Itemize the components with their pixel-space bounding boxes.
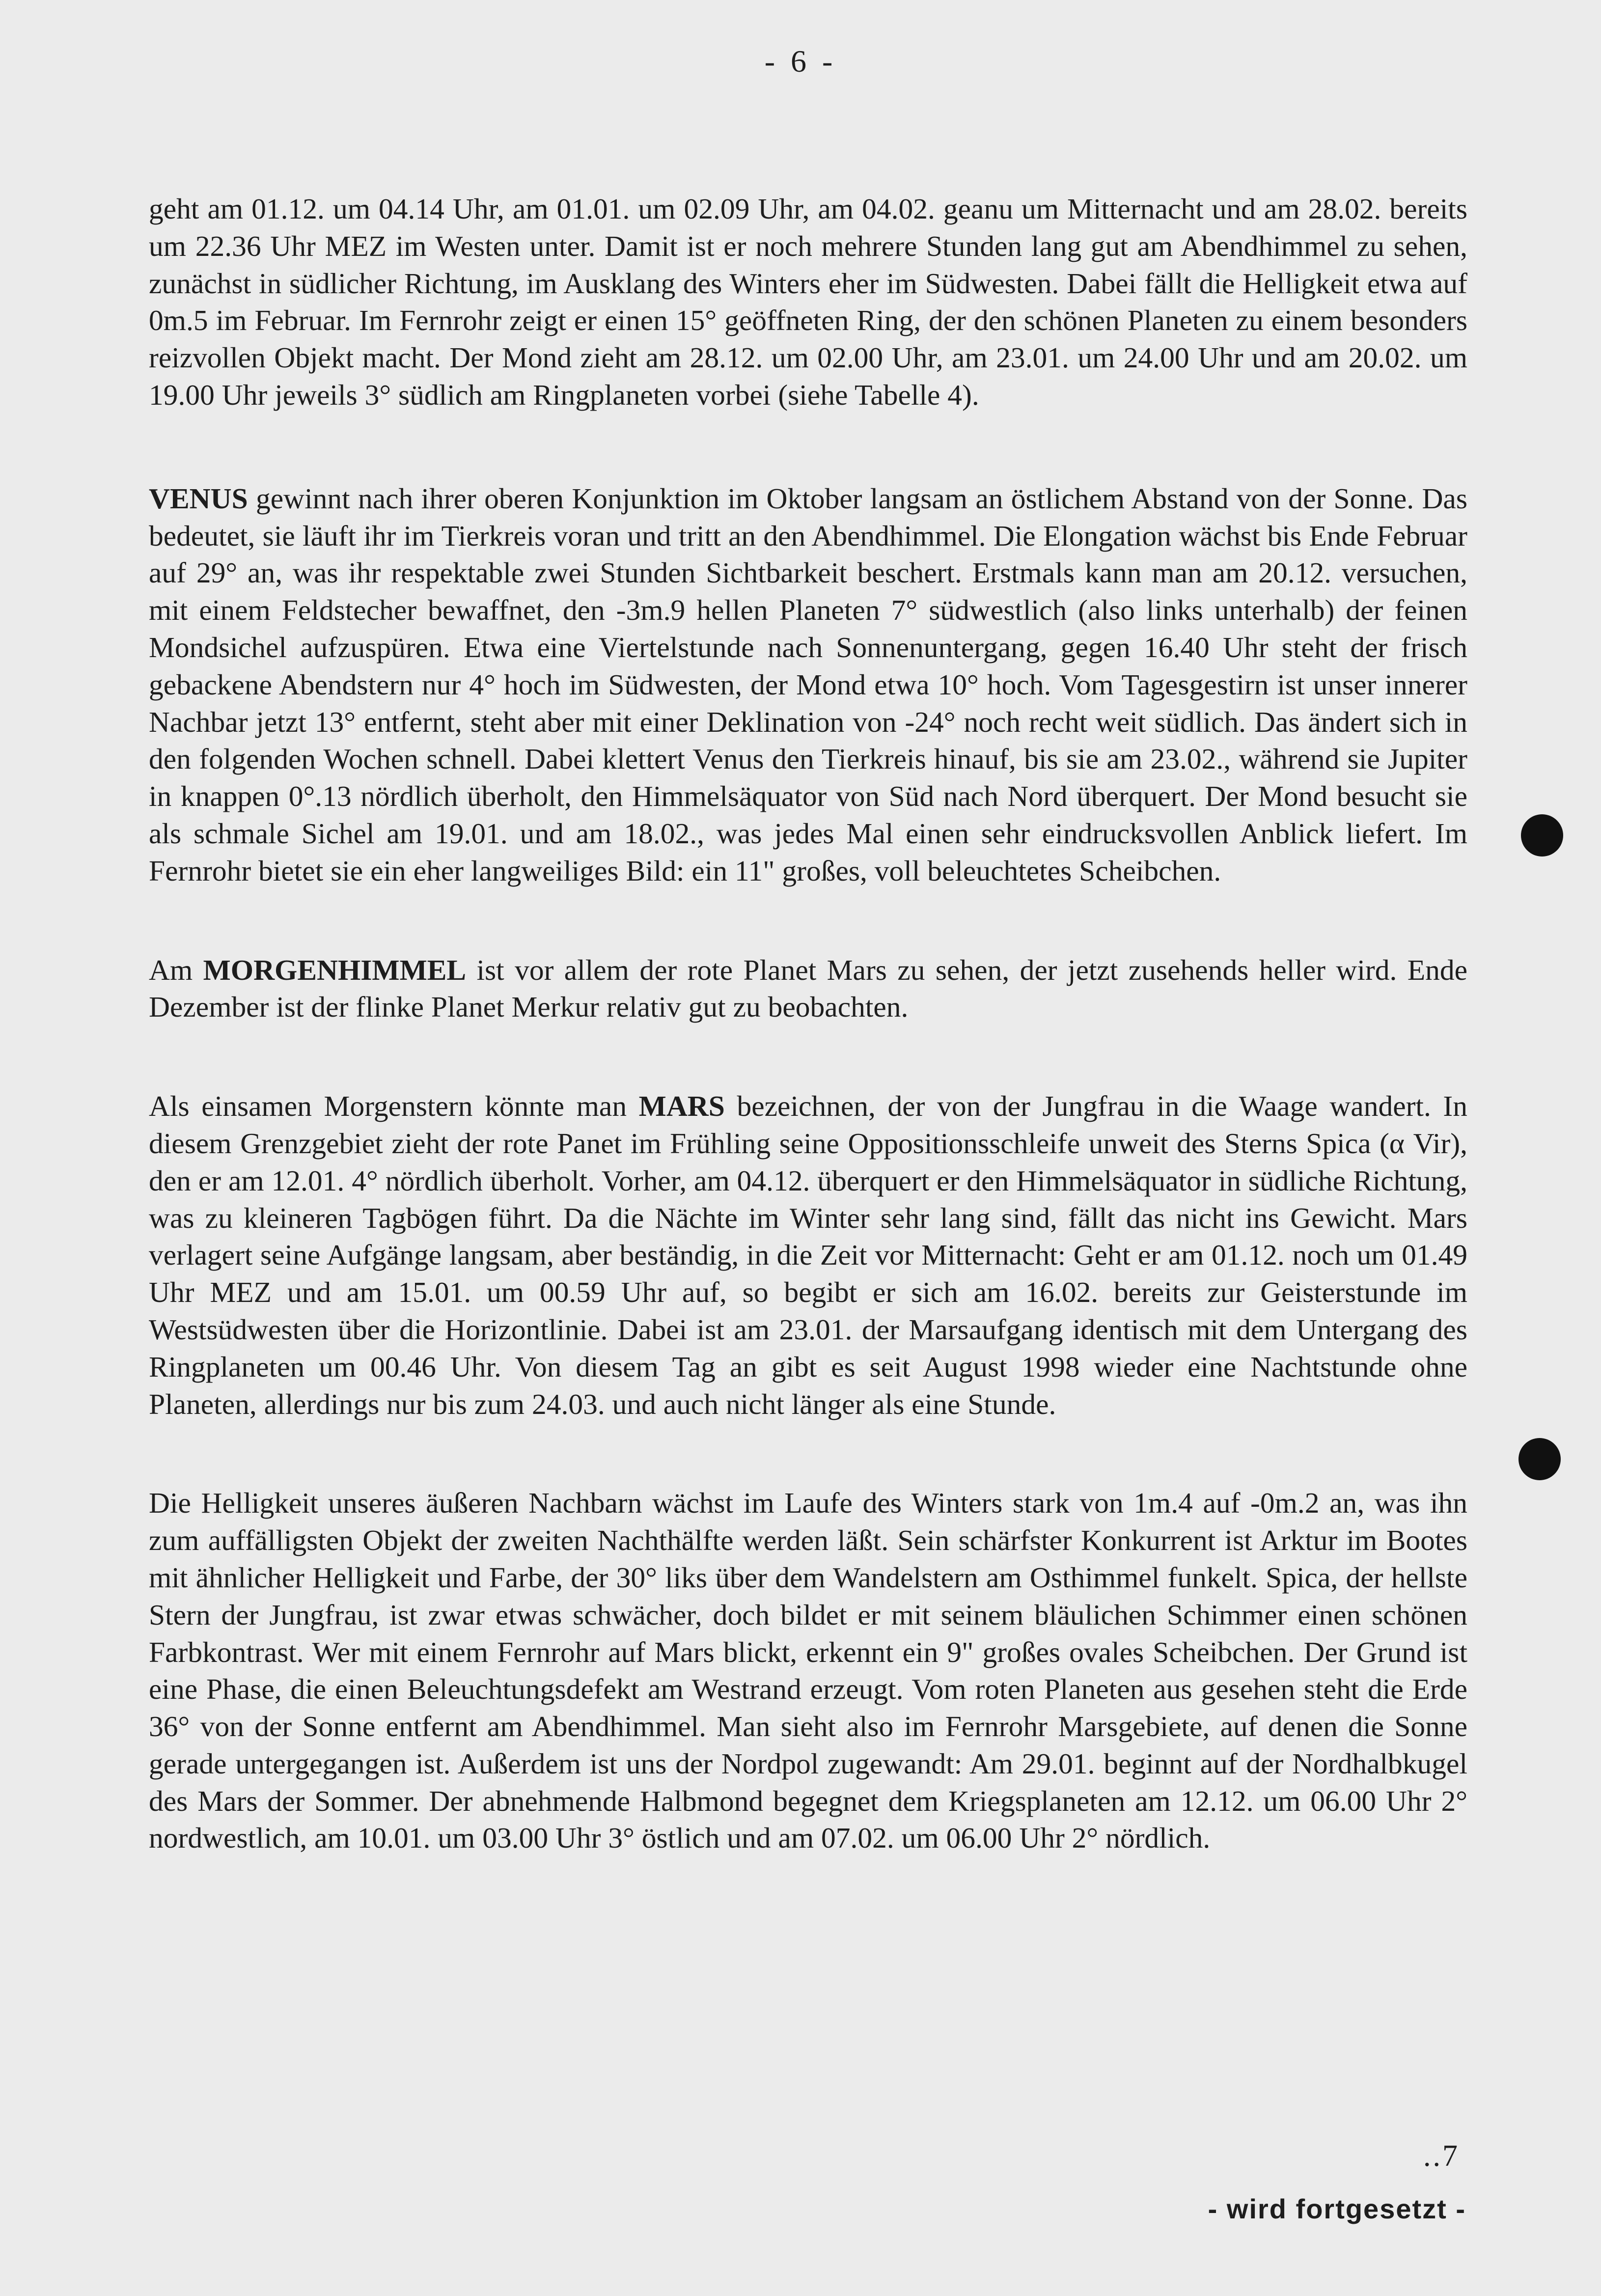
paragraph-mars bbox=[149, 1088, 1467, 1423]
mars-heading: MARS bbox=[638, 1090, 725, 1123]
paragraph-morning-sky bbox=[149, 952, 1467, 1026]
paragraph-mars-brightness: Die Helligkeit unseres äußeren Nachbarn wächst im Laufe des Winters stark von 1m.4 auf -0m.2 an, was ihn zum auffälligsten Objekt der zweiten Nachthälfte werden läßt. Sein schärfster Konkurrent ist Arktur im Bootes mit ähnlicher Helligkeit und Farbe, der 30° liks über dem Wandelstern am Osthimmel funkelt. Spica, der hellste Stern der Jungfrau, ist zwar etwas schwächer, doch bildet er mit seinem bläulichen Schimmer einen schönen Farbkontrast. Wer mit einem Fernrohr auf Mars blickt, erkennt ein 9" großes ovales Scheibchen. Der Grund ist eine Phase, die einen Beleuchtungsdefekt am Westrand erzeugt. Vom roten Planeten aus gesehen steht die Erde 36° von der Sonne entfernt am Abendhimmel. Man sieht also im Fernrohr Marsgebiete, auf denen die Sonne gerade untergegangen ist. Außerdem ist uns der Nordpol zugewandt: Am 29.01. beginnt auf der Nordhalbkugel des Mars der Sommer. Der abnehmende Halbmond begegnet dem Kriegsplaneten am 12.12. um 06.00 Uhr 2° nordwestlich, am 10.01. um 03.00 Uhr 3° östlich und am 07.02. um 06.00 Uhr 2° nördlich. bbox=[149, 1487, 1467, 1854]
paragraph-venus bbox=[149, 480, 1467, 890]
paragraph-saturn: geht am 01.12. um 04.14 Uhr, am 01.01. um 02.09 Uhr, am 04.02. geanu um Mitternacht und am 28.02. bereits um 22.36 Uhr MEZ im Westen unter. Damit ist er noch mehrere Stunden lang gut am Abendhimmel zu sehen, zunächst in südlicher Richtung, im Ausklang des Winters eher im Südwesten. Dabei fällt die Helligkeit etwa auf 0m.5 im Februar. Im Fernrohr zeigt er einen 15° geöffneten Ring, der den schönen Planeten zu einem besonders reizvollen Objekt macht. Der Mond zieht am 28.12. um 02.00 Uhr, am 23.01. um 24.00 Uhr und am 20.02. um 19.00 Uhr jeweils 3° südlich am Ringplaneten vorbei (siehe Tabelle 4). bbox=[149, 193, 1467, 411]
mars-prefix: Als einsamen Morgenstern könnte man bbox=[149, 1090, 639, 1123]
mars-text: bezeichnen, der von der Jungfrau in die Waage wandert. In diesem Grenzgebiet zieht der rote Panet im Frühling seine Oppositionsschleife unweit des Sterns Spica (α Vir), den er am 12.01. 4° nördlich überholt. Vorher, am 04.12. überquert er den Himmelsäquator in südliche Richtung, was zu kleineren Tagbögen führt. Da die Nächte im Winter sehr lang sind, fällt das nicht ins Gewicht. Mars verlagert seine Aufgänge langsam, aber beständig, in die Zeit vor Mitternacht: Geht er am 01.12. noch um 01.49 Uhr MEZ und am 15.01. um 00.59 Uhr auf, so begibt er sich am 16.02. bereits zur Geisterstunde im Westsüdwesten über die Horizontlinie. Dabei ist am 23.01. der Marsaufgang identisch mit dem Untergang des Ringplaneten um 00.46 Uhr. Von diesem Tag an gibt es seit August 1998 wieder eine Nachtstunde ohne Planeten, allerdings nur bis zum 24.03. und auch nicht länger als eine Stunde. bbox=[149, 1090, 1467, 1420]
to-be-continued-note: - wird fortgesetzt - bbox=[1208, 2193, 1466, 2224]
page-number: - 6 - bbox=[764, 44, 837, 79]
morning-sky-text: ist vor allem der rote Planet Mars zu sehen, der jetzt zusehends heller wird. Ende Dezember ist der flinke Planet Merkur relativ gut zu beobachten. bbox=[149, 953, 1468, 1024]
punch-hole-bottom bbox=[1518, 1438, 1561, 1480]
article-body bbox=[149, 191, 1467, 1857]
morning-sky-prefix: Am bbox=[149, 953, 203, 986]
next-page-marker: ..7 bbox=[1423, 2139, 1460, 2173]
morning-sky-heading: MORGENHIMMEL bbox=[203, 953, 467, 986]
punch-hole-top bbox=[1521, 814, 1563, 857]
venus-text: gewinnt nach ihrer oberen Konjunktion im Oktober langsam an östlichem Abstand von der Sonne. Das bedeutet, sie läuft ihr im Tierkreis voran und tritt an den Abendhimmel. Die Elongation wächst bis Ende Februar auf 29° an, was ihr respektable zwei Stunden Sichtbarkeit beschert. Erstmals kann man am 20.12. versuchen, mit einem Feldstecher bewaffnet, den -3m.9 hellen Planeten 7° südwestlich (also links unterhalb) der feinen Mondsichel aufzuspüren. Etwa eine Viertelstunde nach Sonnenuntergang, gegen 16.40 Uhr steht der frisch gebackene Abendstern nur 4° hoch im Südwesten, der Mond etwa 10° hoch. Vom Tagesgestirn ist unser innerer Nachbar jetzt 13° entfernt, steht aber mit einer Deklination von -24° noch recht weit südlich. Das ändert sich in den folgenden Wochen schnell. Dabei klettert Venus den Tierkreis hinauf, bis sie am 23.02., während sie Jupiter in knappen 0°.13 nördlich überholt, den Himmelsäquator von Süd nach Nord überquert. Der Mond besucht sie als schmale Sichel am 19.01. und am 18.02., was jedes Mal einen sehr eindrucksvollen Anblick liefert. Im Fernrohr bietet sie ein eher langweiliges Bild: ein 11" großes, voll beleuchtetes Scheibchen. bbox=[149, 482, 1467, 887]
venus-heading: VENUS bbox=[149, 482, 248, 515]
